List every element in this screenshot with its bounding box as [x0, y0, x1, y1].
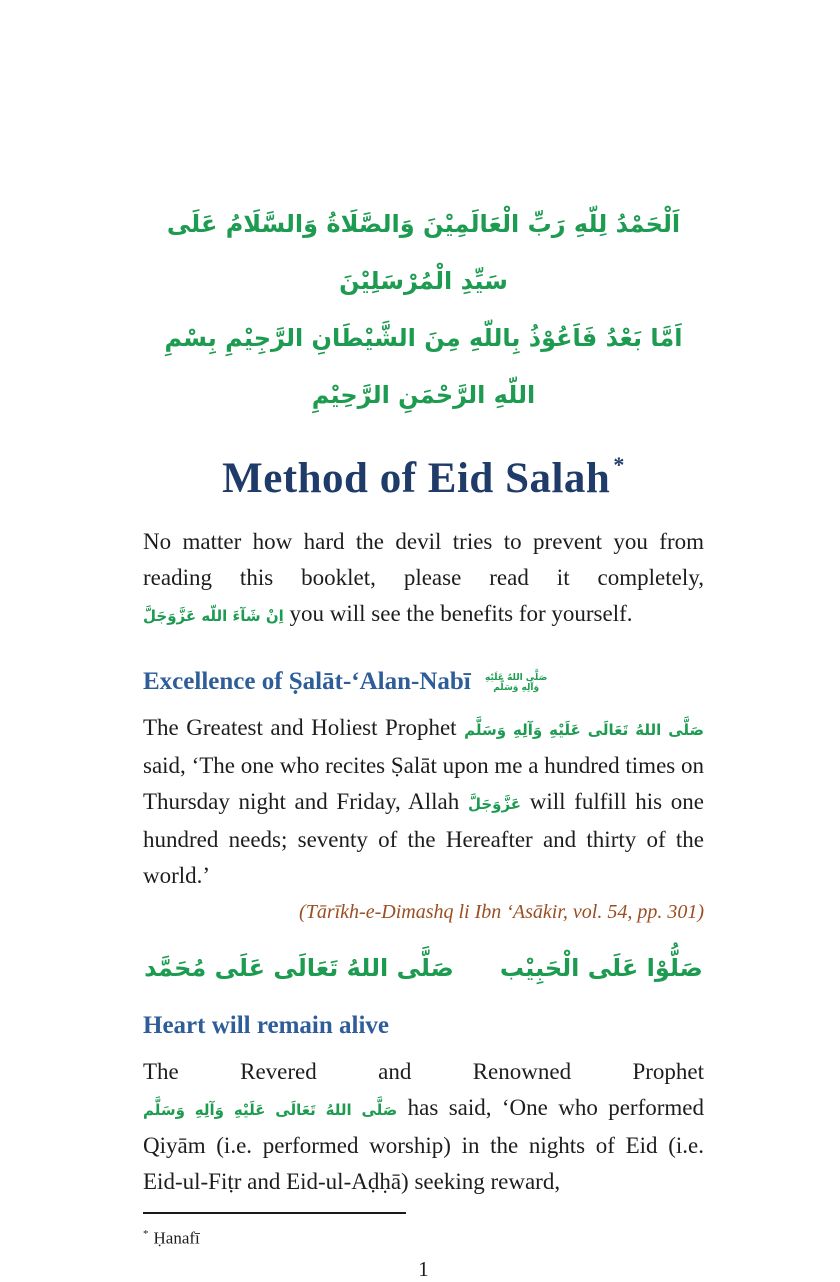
excellence-paragraph: [143, 710, 704, 894]
footnote-marker: *: [143, 1228, 149, 1240]
sallallahu-alayhi-wasallam-emblem-icon: [485, 673, 547, 693]
salat-invocation-right: صَلُّوْا عَلَى الْحَبِيْب: [499, 954, 703, 982]
footnote: [143, 1222, 704, 1251]
arabic-header-line-2: اَمَّا بَعْدُ فَاَعُوْذُ بِاللّهِ مِنَ الشَّيْطَانِ الرَّجِيْمِ بِسْمِ اللّهِ الرَّحْمَنِ الرَّحِيْمِ: [164, 324, 683, 409]
footnote-label: Ḥanafī: [153, 1228, 200, 1248]
emblem-line-2: وَآلِهِ وَسَلَّم: [493, 683, 540, 694]
heart-text-2: has said, ‘One who performed Qiyām (i.e. performed worship) in the nights of Eid (i.e. Eid-ul-Fiṭr and Eid-ul-Aḍḥā) seeking reward,: [143, 1095, 704, 1194]
page-title: [143, 440, 704, 504]
arabic-azzawajal: عَزَّوَجَلَّ: [467, 795, 522, 813]
section-heading-excellence: [143, 666, 704, 698]
arabic-header: [143, 196, 704, 424]
footnote-area: [143, 1212, 704, 1282]
title-footnote-marker: *: [613, 452, 625, 477]
arabic-honorific-1: صَلَّى اللهُ تَعَالَى عَلَيْهِ وَآلِهِ وَسَلَّم: [464, 721, 704, 739]
excellence-text-1: The Greatest and Holiest Prophet: [143, 715, 457, 740]
section-heading-heart: [143, 1010, 704, 1042]
salat-invocation-line: [143, 946, 704, 990]
emblem-line-1: صَلَّى اللهُ عَلَيْهِ: [484, 673, 548, 684]
intro-paragraph: [143, 524, 704, 634]
excellence-text-3: will fulfill his one hundred needs; seventy of the Hereafter and thirty of the world.’: [143, 789, 705, 888]
intro-text-after: you will see the benefits for yourself.: [289, 601, 633, 626]
hadith-citation: (Tārīkh-e-Dimashq li Ibn ‘Asākir, vol. 54, pp. 301): [299, 901, 704, 923]
footnote-divider: [143, 1212, 406, 1214]
page-title-text: Method of Eid Salah: [222, 455, 611, 502]
excellence-text-2: said, ‘The one who recites Ṣalāt upon me a hundred times on Thursday night and Friday, Allah: [143, 753, 704, 814]
arabic-honorific-2: صَلَّى اللهُ تَعَالَى عَلَيْهِ وَآلِهِ وَسَلَّم: [143, 1101, 398, 1119]
arabic-header-line-1: اَلْحَمْدُ لِلّهِ رَبِّ الْعَالَمِيْنَ وَالصَّلَاةُ وَالسَّلَامُ عَلَى سَيِّدِ الْمُرْسَلِيْنَ: [166, 210, 681, 295]
arabic-inshallah: اِنْ شَآءَ اللّه عَزَّوَجَلَّ: [143, 607, 284, 625]
heart-text-1: The Revered and Renowned Prophet: [143, 1059, 704, 1084]
intro-text-before: No matter how hard the devil tries to prevent you from reading this booklet, please read it completely,: [143, 529, 704, 590]
section-heading-excellence-text: Excellence of Ṣalāt-‘Alan-Nabī: [143, 668, 471, 695]
salat-invocation-left: صَلَّى اللهُ تَعَالَى عَلَى مُحَمَّد: [144, 954, 454, 982]
heart-paragraph: [143, 1054, 704, 1200]
section-heading-heart-text: Heart will remain alive: [143, 1012, 390, 1039]
page-number: 1: [418, 1256, 429, 1281]
